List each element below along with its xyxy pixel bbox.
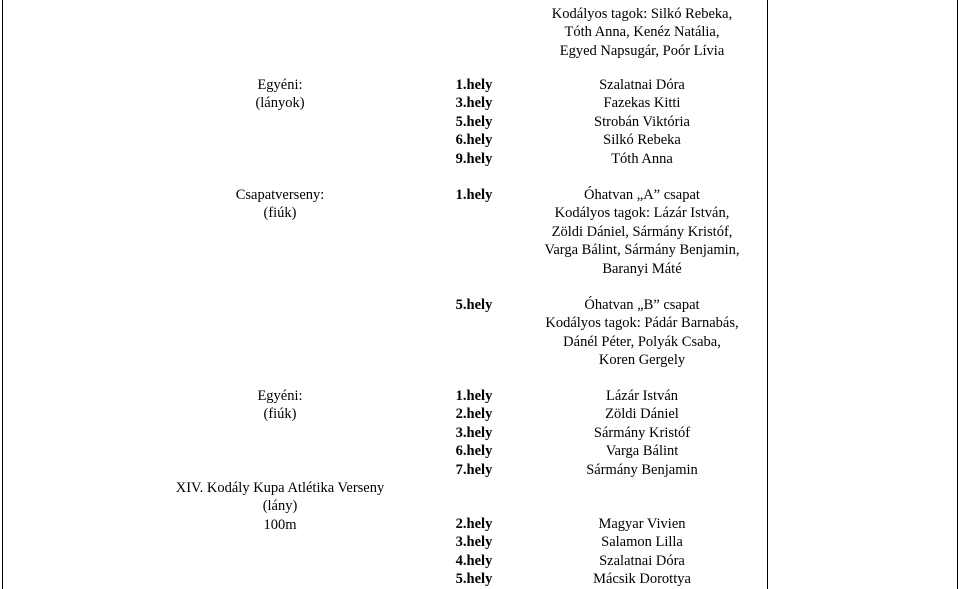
team-result: Óhatvan „B” csapat Kodályos tagok: Pádár Barnabás, Dánél Péter, Polyák Csaba, Koren Gergely: [545, 297, 739, 369]
athlete-list: Szalatnai Dóra Fazekas Kitti Strobán Viktória Silkó Rebeka Tóth Anna: [594, 77, 690, 167]
placement-list: 2.hely 3.hely 4.hely 5.hely: [455, 516, 493, 588]
category-label: Egyéni: (fiúk): [257, 388, 303, 423]
placement-list: 1.hely 3.hely 5.hely 6.hely 9.hely: [455, 77, 493, 167]
team-result: Óhatvan „A” csapat Kodályos tagok: Lázár István, Zöldi Dániel, Sármány Kristóf, Varga Bálint, Sármány Benjamin, Baranyi Máté: [544, 187, 740, 277]
placement-list: 1.hely 2.hely 3.hely 6.hely 7.hely: [455, 388, 493, 478]
table-border-mid: [767, 0, 768, 589]
event-title: XIV. Kodály Kupa Atlétika Verseny (lány) 100m: [175, 480, 385, 533]
athlete-list: Magyar Vivien Salamon Lilla Szalatnai Dóra Mácsik Dorottya: [593, 516, 691, 588]
placement-list: 5.hely: [455, 297, 493, 313]
category-label: Egyéni: (lányok): [255, 77, 305, 112]
placement-list: 1.hely: [455, 187, 493, 203]
category-label: Csapatverseny: (fiúk): [235, 187, 325, 222]
table-border-right: [957, 0, 958, 589]
team-members-text: Kodályos tagok: Silkó Rebeka, Tóth Anna, Kenéz Natália, Egyed Napsugár, Poór Lívia: [551, 6, 733, 59]
table-border-left: [2, 0, 3, 589]
athlete-list: Lázár István Zöldi Dániel Sármány Kristóf Varga Bálint Sármány Benjamin: [586, 388, 698, 478]
